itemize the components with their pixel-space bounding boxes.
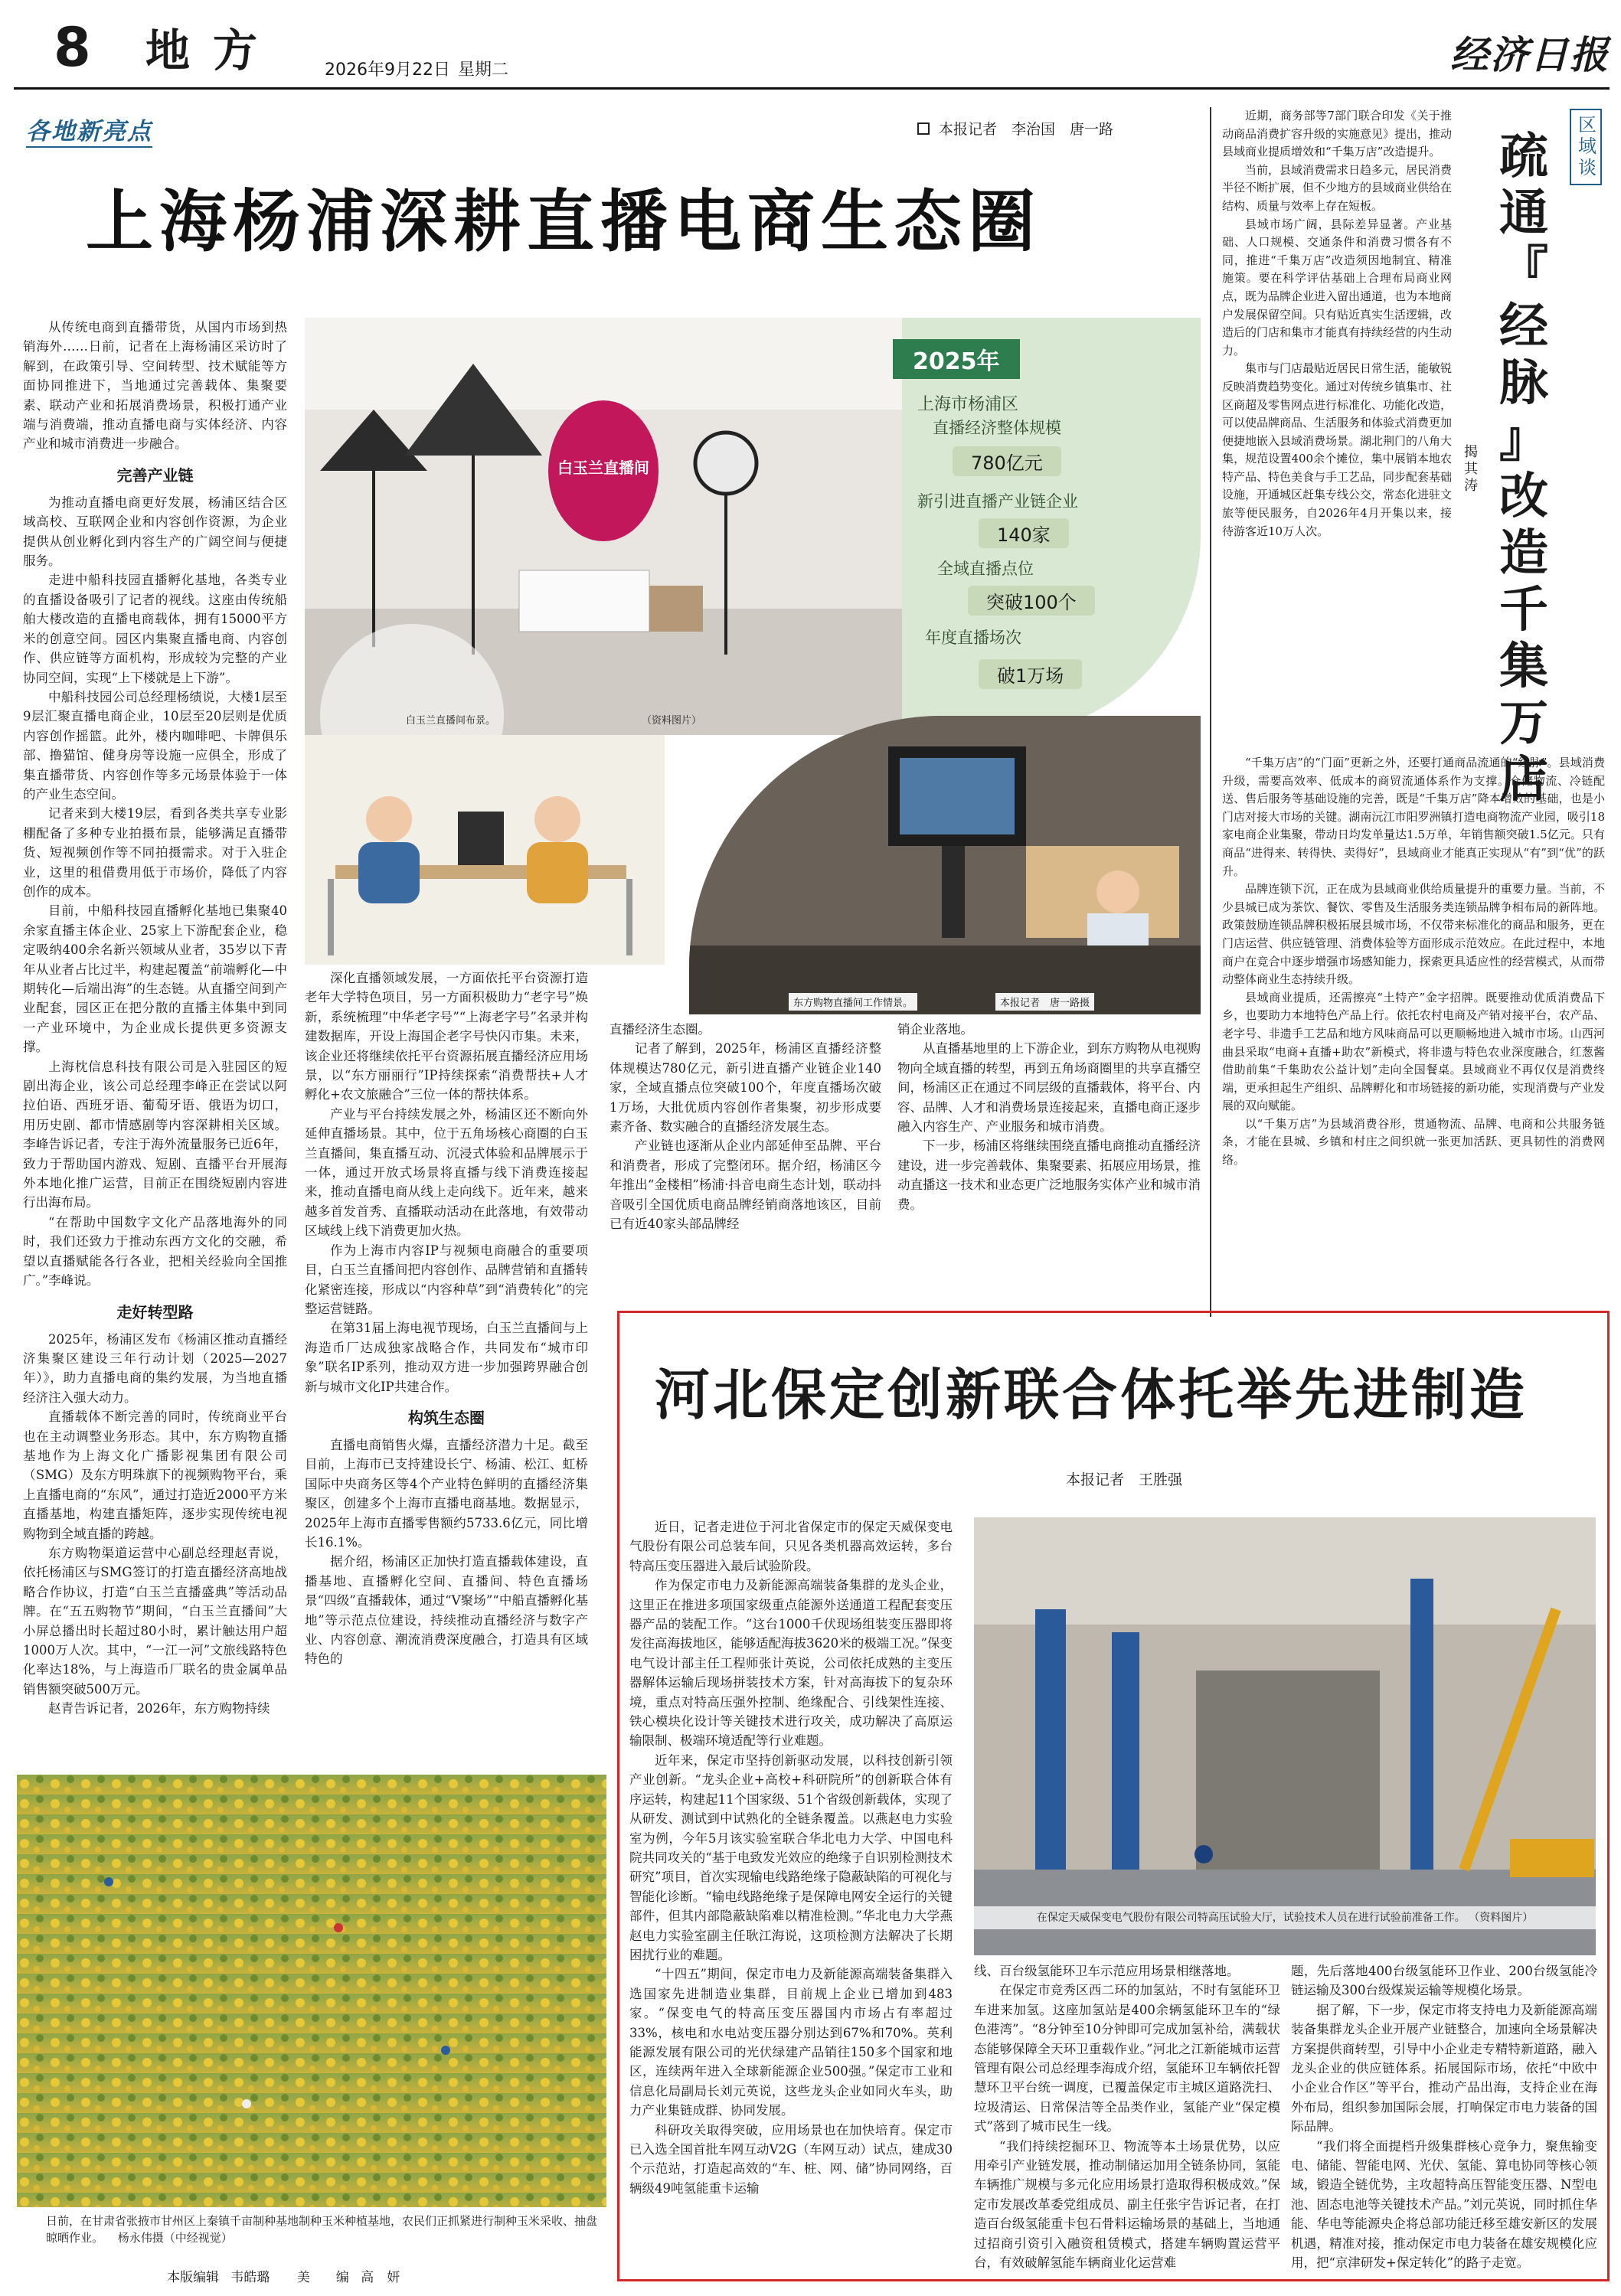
sidebar-paragraph: 县域商业提质，还需擦亮“土特产”金字招牌。既要推动优质消费品下乡，也要助力本地特色产品上行。依托农村电商及产销对接平台，农产品、老字号、非遗手工艺品和地方风味商品可以更顺畅地进入城市市场。山西河曲县采取“电商+直播+助农”新模式，将非遗与特色农业深度融合，红葱酱借助前集“千集助农公益计划”走向全国餐桌。县域商业不再仅仅是消费终端，更承担起生产组织、品牌孵化和市场链接的新功能，实现消费与产业发展的双向赋能。 [1222,990,1605,1113]
sidebar-title-char: 』 [1499,412,1548,469]
article1-paragraph: 记者来到大楼19层，看到各类共享专业影棚配备了多种专业拍摄布景，能够满足直播带货、短视频创作等不同拍摄需求。对于入驻企业，这里的租借费用低于市场价，降低了内容创作的成本。 [23,806,287,899]
sidebar-column-narrow [1222,107,1452,541]
graphic-region: 上海市杨浦区 [917,395,1019,414]
sidebar-title-char: 脉 [1499,355,1548,412]
article1-paragraph: 作为上海市内容IP与视频电商融合的重要项目，白玉兰直播间把内容创作、品牌营销和直播转化紧密连接，形成以“内容种草”到“消费转化”的完整运营链路。 [305,1243,588,1316]
field-caption-credit: 杨永伟摄（中经视觉） [117,2231,233,2245]
sidebar-title-char: 万 [1499,695,1548,752]
sidebar-title-char: 疏 [1499,129,1548,185]
article2-byline: 本报记者 王胜强 [1066,1471,1183,1488]
sidebar-paragraph: “千集万店”的“门面”更新之外，还要打通商品流通的“经脉”。县域消费升级，需要高效率、低成本的商贸流通体系作为支撑。仓储物流、冷链配送、售后服务等基础设施的完善，既是“千集万店”降本增效的基础，也是小门店对接大市场的关键。湖南沅江市阳罗洲镇打造电商物流产业园，吸引18家电商企业集聚，带动日均发单量达1.5万单，年销售额突破1.5亿元。只有商品“进得来、转得快、卖得好”，县域商业才能真正实现从“有”到“优”的跃升。 [1222,756,1605,878]
article1-paragraph: 记者了解到，2025年，杨浦区直播经济整体规模达780亿元，新引进直播产业链企业140家，全域直播点位突破100个，年度直播场次破1万场，大批优质内容创作者集聚，初步形成要素齐备、数实融合的直播经济发展生态。 [610,1041,881,1135]
article1-paragraph: 从直播基地里的上下游企业，到东方购物从电视购物向全域直播的转型，再到五角场商圈里的共享直播空间，杨浦区正在通过不同层级的直播载体，将平台、内容、品牌、人才和消费场景连接起来，直播电商正逐步融入内容生产、产业服务和城市消费。 [897,1041,1201,1135]
subheading-transform: 走好转型路 [116,1302,194,1321]
article1-paragraph: 直播电商销售火爆，直播经济潜力十足。截至目前，上海市已支持建设长宁、杨浦、松江、虹桥国际中央商务区等4个产业特色鲜明的直播经济集聚区，创建多个上海市直播电商基地。数据显示，2025年上海市直播零售额约5733.6亿元，同比增长16.1%。 [305,1437,588,1550]
sidebar-title-char: 『 [1499,242,1548,299]
sidebar-title-char: 通 [1499,185,1548,242]
footer-designer-label: 美 编 [296,2270,349,2285]
masthead-rule [14,87,1610,90]
sidebar-paragraph: 近期，商务部等7部门联合印发《关于推动商品消费扩容升级的实施意见》提出，推动县域商业提质增效和“千集万店”改造提升。 [1222,109,1453,159]
article1-paragraph: 走进中船科技园直播孵化基地，各类专业的直播设备吸引了记者的视线。这座由传统船舶大楼改造的直播电商载体，拥有15000平方米的创意空间。园区内集聚直播电商、内容创作、供应链等方面机构，形成较为完整的产业协同空间，实现“上下楼就是上下游”。 [23,573,287,685]
article2-paragraph: “十四五”期间，保定市电力及新能源高端装备集群入选国家先进制造业集群，目前规上企业已增加到483家。“保变电气的特高压变压器国内市场占有率超过33%，核电和水电站变压器分别达到67%和70%。英利能源发展有限公司的光伏绿建产品销往150多个国家和地区，连续两年进入全球新能源企业500强。”保定市工业和信息化局副局长刘元英说，这些龙头企业如同火车头，助力产业集链成群、协同发展。 [629,1967,953,2118]
graphic-year: 2025年 [893,339,1020,379]
article1-column-3 [610,1020,881,1233]
sidebar-paragraph: 以“千集万店”为县域消费谷形，贯通物流、品牌、电商和公共服务链条，才能在县城、乡镇和村庄之间织就一张更加活跃、更具韧性的消费网络。 [1222,1116,1605,1168]
sidebar-title-char: 店 [1499,752,1548,808]
article2-paragraph: 题，先后落地400台级氢能环卫作业、200台级氢能冷链运输及300台级煤炭运输等规模化场景。 [1291,1964,1597,1998]
sidebar-paragraph: 县域市场广阔，县际差异显著。产业基础、人口规模、交通条件和消费习惯各有不同，推进“千集万店”改造须因地制宜、精准施策。要在科学评估基础上合理布局商业网点，既为品牌企业进入留出通道，也为本地商户发展保留空间。只有贴近真实生活逻辑，改造后的门店和集市才能真有持续经营的内生动力。 [1222,217,1453,358]
article1-paragraph: 赵青告诉记者，2026年，东方购物持续 [48,1701,270,1716]
article2-paragraph: 近日，记者走进位于河北省保定市的保定天威保变电气股份有限公司总装车间，只见各类机器高效运转，多台特高压变压器进入最后试验阶段。 [629,1520,953,1573]
article2-paragraph: 据了解，下一步，保定市将支持电力及新能源高端装备集群龙头企业开展产业链整合，加速向全场景解决方案提供商转型，引导中小企业走专精特新道路，融入龙头企业的供应链体系。拓展国际市场，依托“中欧中小企业合作区”等平台，推动产品出海，支持企业在海外布局，组织参加国际会展，打响保定市电力装备的国际品牌。 [1291,2002,1597,2134]
field-caption-text: 日前，在甘肃省张掖市甘州区上秦镇千亩制种基地制种玉米种植基地，农民们正抓紧进行制种玉米采收、抽盘晾晒作业。 [46,2214,598,2245]
studio-work-photo [689,716,1201,1014]
masthead [14,11,1610,95]
article1-paragraph: 中船科技园公司总经理杨绩说，大楼1层至9层汇聚直播电商企业，10层至20层则是优质内容创作摇篮。此外，楼内咖啡吧、卡牌俱乐部、撸猫馆、健身房等设施一应俱全，形成了集直播带货、内容创作等多元场景体验于一体的产业生态空间。 [23,689,287,802]
issue-weekday: 星期二 [458,60,509,80]
article2-paragraph: “我们持续挖掘环卫、物流等本土场景优势，以应用牵引产业链发展，推动制储运加用全链条协同，氢能车辆推广规模与多元化应用场景打造取得积极成效。”保定市发展改革委党组成员、副主任张宇告诉记者，在打造百台级氢能重卡包石骨料运输场景的基础上，当地通过招商引资引入融资租赁模式，搭建车辆购置运营平台，有效破解氢能车辆商业化运营难 [974,2138,1280,2271]
sidebar-title-char: 千 [1499,582,1548,639]
article1-paragraph: 目前，中船科技园直播孵化基地已集聚40余家直播主体企业、25家上下游配套企业，稳定吸纳400余名新兴领域从业者，35岁以下青年从业者占比过半，构建起覆盖“前端孵化—中期转化—后端出海”的生态链。从直播空间到产业配套，园区正在把分散的直播主体集中到同一产业环境中，为企业成长提供更多资源支撑。 [23,903,287,1055]
article2-column-2 [974,1961,1280,2273]
issue-date: 2026年9月22日 [325,60,450,80]
article1-paragraph: 为推动直播电商更好发展，杨浦区结合区域高校、互联网企业和内容创作资源，为企业提供从创业孵化到内容生产的广阔空间与便捷服务。 [23,495,287,569]
article2-paragraph: 科研攻关取得突破，应用场景也在加快培育。保定市已入选全国首批车网互动V2G（车网互动）试点，建成30个示范站，打造起高效的“车、桩、网、储”协同网络，百辆级49吨氢能重卡运输 [629,2122,953,2196]
footer-designer: 高 妍 [361,2270,400,2285]
article1-column-1 [23,318,287,1719]
article1-paragraph: 从传统电商到直播带货，从国内市场到热销海外……日前，记者在上海杨浦区采访时了解到，在政策引导、空间转型、技术赋能等方面协同推进下，当地通过完善载体、集聚要素、联动产业和拓展消费场景，积极打通产业端与消费端，推动直播电商与实体经济、内容产业和城市消费进一步融合。 [23,320,287,452]
graphic-stat-label: 全域直播点位 [937,560,1034,578]
article2-paragraph: 在保定市竞秀区西二环的加氢站，不时有氢能环卫车进来加氢。这座加氢站是400余辆氢能环卫车的“绿色港湾”。“8分钟至10分钟即可完成加氢补给，满载状态能够保障全天环卫重载作业。”河北之江新能城市运营管理有限公司总经理李海成介绍，氢能环卫车辆依托智慧环卫平台统一调度，已覆盖保定市主城区道路洗扫、垃圾清运、日常保洁等全品类作业，氢能产业“保定模式”落到了城市民生一线。 [974,1983,1280,2134]
sidebar-title [1493,129,1554,808]
sidebar-column-wide [1222,754,1605,1170]
graphic-stat-value: 140家 [979,518,1069,548]
article2-column-1 [629,1517,953,2198]
article1-paragraph: 直播载体不断完善的同时，传统商业平台也在主动调整业务形态。其中，东方购物直播基地作为上海文化广播影视集团有限公司（SMG）及东方明珠旗下的视频购物平台，乘上直播电商的“东风”，通过打造近2000平方米直播基地，构建直播矩阵，逐步实现传统电视购物到全域直播的跨越。 [23,1409,287,1541]
graphic-stat-value: 破1万场 [979,659,1082,689]
article1-paragraph: 销企业落地。 [897,1022,973,1037]
transformer-hall-image [974,1517,1596,1955]
sidebar-title-char: 集 [1499,639,1548,695]
sidebar-title-char: 造 [1499,525,1548,582]
sidebar-paragraph: 集市与门店最贴近居民日常生活，能敏锐反映消费趋势变化。通过对传统乡镇集市、社区商超及零售网点进行标准化、功能化改造，可以使品牌商品、生活服务和体验式消费更加便捷地嵌入县域消费场景。湖北荆门的八角大集，规范设置400余个摊位，集中展销本地农特产品、特色美食与手工艺品，同步配套基础设施，开通城区赶集专线公交，常态化进驻文旅等便民服务，自2026年4月开集以来，接待游客近10万人次。 [1222,361,1453,538]
graphic-stat-label: 直播经济整体规模 [933,419,1061,437]
article2-paragraph: 作为保定市电力及新能源高端装备集群的龙头企业，这里正在推进多项国家级重点能源外送通道工程配套变压器产品的装配工作。“这台1000千伏现场组装变压器即将发往高海拔地区，能够适配海拔3620米的极端工况。”保变电气设计部主任工程师张计英说，公司依托成熟的主变压器解体运输后现场拼装技术方案，针对高海拔下的复杂环境，重点对特高压强外控制、绝缘配合、引线架性连接、铁心模块化设计等关键技术进行攻关，成功解决了高原运输限制、极端环境适配等行业难题。 [629,1578,953,1749]
corn-field-image [17,1775,606,2207]
article1-paragraph: 在第31届上海电视节现场，白玉兰直播间与上海造币厂达成独家战略合作，共同发布“城市印象”联名IP系列，推动双方进一步加强跨界融合创新与城市文化IP共建合作。 [305,1321,588,1394]
article2-paragraph: 近年来，保定市坚持创新驱动发展，以科技创新引领产业创新。“龙头企业+高校+科研院所”的创新联合体有序运转，构建起11个国家级、51个省级创新载体，实现了从研发、测试到中试熟化的全链条覆盖。以燕赵电力实验室为例，今年5月该实验室联合华北电力大学、中国电科院共同攻关的“基于电致发光效应的绝缘子自识别检测技术研究”项目，首次实现输电线路绝缘子隐蔽缺陷的可视化与智能化诊断。“输电线路绝缘子是保障电网安全运行的关键部件，但其内部隐蔽缺陷难以精准检测。”华北电力大学燕赵电力实验室副主任耿江海说，这项检测方法解决了长期困扰行业的难题。 [629,1752,953,1962]
article1-paragraph: 上海枕信息科技有限公司是入驻园区的短剧出海企业，该公司总经理李峰正在尝试以阿拉伯语、西班牙语、葡萄牙语、俄语为切口，用历史剧、都市情感剧等内容深耕相关区域。李峰告诉记者，专注于海外流量服务已近6年，致力于帮助国内游戏、短剧、直播平台开展海外本地化推广运营，目前正在围绕短剧内容进行出海布局。 [23,1059,287,1210]
article2-title: 河北保定创新联合体托举先进制造 [655,1362,1528,1427]
byline-box-icon [917,122,930,135]
article1-paragraph: 产业与平台持续发展之外，杨浦区还不断向外延伸直播场景。其中，位于五角场核心商圈的白玉兰直播间，集直播互动、沉浸式体验和品牌展示于一体，通过开放式场景将直播与线下消费连接起来，推动直播电商从线上走向线下。近年来，越来越多首发首秀、直播联动活动在此落地，有效带动区域线上线下消费更加火热。 [305,1106,588,1239]
article1-paragraph: 下一步，杨浦区将继续围绕直播电商推动直播经济建设，进一步完善载体、集聚要素、拓展应用场景，推动直播这一技术和业态更广泛地服务实体产业和城市消费。 [897,1138,1201,1212]
sidebar-tag [1570,109,1602,185]
page-number: 8 [54,16,91,79]
article1-paragraph: 东方购物渠道运营中心副总经理赵青说，依托杨浦区与SMG签订的打造直播经济高地战略合作协议，打造“白玉兰直播盛典”等活动品牌。在“五五购物节”期间，“白玉兰直播间”大小屏总播出时长超过80小时，累计触达用户超1000万人次。其中，“一江一河”文旅线路特色化率达18%，与上海造币厂联名的贵金属单品销售额突破500万元。 [23,1545,287,1697]
photo-shopping-studio [689,716,1201,1014]
graphic-stat-value: 780亿元 [953,446,1061,476]
sidebar-paragraph: 当前，县域消费需求日趋多元，居民消费半径不断扩展，但不少地方的县域商业供给在结构、质量与效率上存在短板。 [1222,162,1453,213]
sidebar-author: 揭其涛 [1462,444,1478,495]
illustration-livestream [305,735,665,965]
sidebar-paragraph: 品牌连锁下沉，正在成为县域商业供给质量提升的重要力量。当前，不少县城已成为茶饮、餐饮、零售及生活服务类连锁品牌争相布局的新阵地。政策鼓励连锁品牌积极拓展县城市场，不仅带来标准化的商品和服务，更在门店运营、供应链管理、消费体验等方面形成示范效应。在此过程中，本地商户在竞合中逐步增强市场感知能力，探索更具适应性的经营模式，从而带动整体商业生态持续升级。 [1222,882,1605,987]
article2-paragraph: 线、百台级氢能环卫车示范应用场景相继落地。 [974,1964,1240,1978]
article1-title: 上海杨浦深耕直播电商生态圈 [86,182,1042,261]
article1-column-2 [305,968,588,1669]
article2-paragraph: “我们将全面提档升级集群核心竞争力，聚焦输变电、储能、智能电网、光伏、氢能、算电协同等核心领域，锻造全链优势，主攻超特高压智能变压器、N型电池、固态电池等关键技术产品。”刘元英说，同时抓住华能、华电等能源央企将总部功能迁移至雄安新区的发展机遇，精准对接，推动保定市电力装备在雄安规模化应用，把“京津研发+保定转化”的路子走宽。 [1291,2138,1597,2271]
subheading-ecosystem: 构筑生态圈 [408,1408,485,1427]
article1-paragraph: 直播经济生态圈。 [610,1022,711,1037]
article2-caption-text: 在保定天威保变电气股份有限公司特高压试验大厅，试验技术人员在进行试验前准备工作。 [1036,1912,1466,1924]
graphic-stat-value: 突破100个 [968,586,1095,616]
article1-byline: 本报记者 李治国 唐一路 [939,121,1114,138]
sidebar-tag-text: 区域谈 [1574,115,1596,179]
graphic-credit: （资料图片） [642,715,702,727]
article1-column-4 [897,1020,1201,1214]
graphic-caption: 白玉兰直播间布景。 [406,715,496,727]
paper-logo: 经济日报 [1450,32,1610,77]
graphic-stat-label: 新引进直播产业链企业 [917,492,1078,511]
article2-caption-credit: （资料图片） [1469,1912,1534,1924]
sidebar-title-char: 经 [1499,299,1548,355]
photo2-credit: 本报记者 唐一路摄 [995,993,1094,1011]
photo-transformer-hall [974,1517,1596,1955]
article1-paragraph: “在帮助中国数字文化产品落地海外的同时，我们还致力于推动东西方文化的交融，希望以直播赋能各行各业，把相关经验向全国推广。”李峰说。 [23,1214,287,1288]
section-name: 地方 [145,24,281,77]
article1-paragraph: 2025年，杨浦区发布《杨浦区推动直播经济集聚区建设三年行动计划（2025—2027年）》，助力直播电商的集约发展，为当地直播经济注入强大动力。 [23,1331,287,1405]
footer-editor-label: 本版编辑 [167,2270,219,2285]
photo2-caption: 东方购物直播间工作情景。 [789,993,917,1011]
article2-column-3 [1291,1961,1597,2273]
footer-credits [167,2266,400,2285]
studio-graphic [305,318,1201,735]
sidebar-title-char: 改 [1499,469,1548,525]
article1-paragraph: 产业链也逐渐从企业内部延伸至品牌、平台和消费者，形成了完整闭环。据介绍，杨浦区今年推出“金楼相”杨浦·抖音电商生态计划，联动抖音吸引全国优质电商品牌经销商落地该区，目前已有近40家头部品牌经 [610,1138,881,1232]
photo-corn-field [17,1775,606,2207]
article2-photo-caption [974,1906,1596,1929]
studio-sign: 白玉兰直播间 [557,459,649,477]
field-photo-caption [46,2213,605,2246]
footer-editor: 韦皓璐 [230,2270,270,2285]
graphic-stat-label: 年度直播场次 [925,629,1021,647]
sidebar-divider [1210,107,1211,1317]
subheading-improve-chain: 完善产业链 [116,465,194,485]
article1-paragraph: 深化直播领域发展，一方面依托平台资源打造老年大学特色项目，另一方面积极助力“老字号”焕新，系统梳理“中华老字号”“上海老字号”名录并构建数据库，开设上海国企老字号快闪市集。未来，该企业还将继续依托平台资源拓展直播经济应用场景，以“东方丽丽行”IP持续探索“消费帮扶+人才孵化+农文旅融合”三位一体的帮扶体系。 [305,971,588,1102]
topic-tag: 各地新亮点 [26,112,152,148]
article1-paragraph: 据介绍，杨浦区正加快打造直播载体建设，直播基地、直播孵化空间、直播间、特色直播场景“四级”直播载体，通过“V聚场”“中船直播孵化基地”等示范点位建设，持续推动直播经济与数字产业、内容创意、潮流消费深度融合，打造具有区域特色的 [305,1554,588,1667]
livestream-illustration [305,735,665,965]
